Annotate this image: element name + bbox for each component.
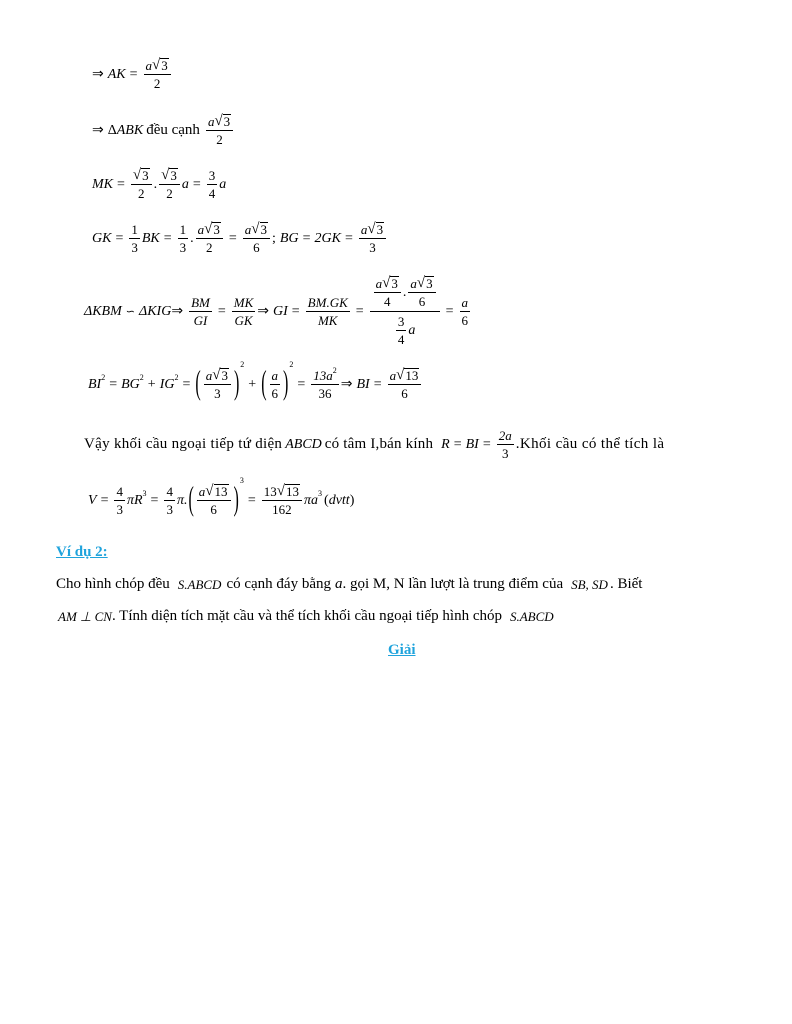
fraction-a-root13-over-6: a √ 13 6 [388,368,422,401]
fraction-a-root13-over-6: a √ 13 6 [197,484,231,517]
example-heading: Ví dụ 2: [56,544,108,560]
frac-a: a [410,276,417,291]
frac-a: a [145,58,153,73]
var-a: a [408,322,416,338]
exponent: 2 [101,373,106,382]
fraction-a-root3-over-6: a √ 3 6 [243,222,270,255]
implies-symbol: ⇒ [171,304,184,319]
fraction-bm-over-gi [189,295,212,328]
equation-mk: MK = √ 3 2 . √ 3 2 a = $\frac{3}{4}$ a [92,167,227,201]
var-bg: BG [279,230,299,246]
frac-den: 6 [418,294,426,309]
text-deu-canh: đều cạnh [146,122,200,138]
pi-a: πa [304,492,319,508]
frac-num: 3 [208,168,216,183]
root-value: 3 [161,58,168,73]
frac-den: GI [193,313,208,328]
fraction-a-over-6 [460,295,471,328]
root-value: 13 [286,484,299,499]
equation-gk: GK = $\frac{1}{3}$ BK = $\frac{1}{3}$ . a √ 3 2 = a √ 3 6 ; BG = 2GK = a √ 3 3 [92,222,388,255]
exponent: 2 [240,360,245,369]
equation-ak [92,58,173,91]
fraction-a-root3-over-2: a √ 3 2 [196,222,223,255]
frac-num: 1 [131,222,138,237]
fraction-13a2-over-36 [311,368,339,401]
fraction-2a-over-3 [497,428,514,461]
problem-text: . Tính diện tích mặt cầu và thể tích khối cầu ngoại tiếp hình chóp [111,608,502,624]
frac-den: 3 [166,502,173,517]
root-value: 3 [170,168,177,183]
var-bi: BI [356,376,370,392]
problem-line-1 [56,576,642,593]
conclusion-text: Vậy khối cầu ngoại tiếp tứ diện [84,436,283,452]
fraction-mk-over-gk [232,295,256,328]
frac-num: 3 [397,314,405,329]
var-ak: AK [107,66,126,82]
complex-fraction [370,276,440,347]
fraction-a-root3-over-2: a √ 3 2 [206,114,233,147]
fraction-1-over-3 [129,222,140,255]
frac-den: 3 [179,240,187,255]
fraction-4-over-3 [114,484,125,517]
exponent: 3 [142,489,147,498]
frac-den: GK [234,313,253,328]
frac-den: 6 [253,240,260,255]
exponent: 2 [289,360,294,369]
frac-a: a [375,276,383,291]
frac-num: 13a [313,368,333,383]
var-bi: BI [465,436,479,452]
frac-a: a [207,114,215,129]
var-mk: MK [92,176,113,192]
fraction-a-root3-over-3: a √ 3 3 [359,222,386,255]
frac-den: 162 [272,502,292,517]
implies-symbol: ⇒ [92,67,104,82]
frac-den: 6 [210,502,217,517]
var-bi: BI [88,376,102,392]
frac-num: a [271,368,279,383]
root-value: 3 [142,168,149,183]
frac-num: MK [233,295,254,310]
exponent: 3 [239,476,244,485]
pi-dot: π. [176,492,188,508]
fraction-root3-over-2: √ 3 2 [159,168,180,201]
frac-den: 2 [138,186,145,201]
root-value: 3 [260,222,268,237]
frac-den: 4 [208,186,216,201]
frac-num: 4 [166,484,173,499]
var-a: a [219,176,227,192]
frac-den: 3 [214,386,221,401]
fraction-1-over-3 [178,222,189,255]
dot: . [402,284,407,300]
frac-den: 2 [166,186,173,201]
implies-symbol: ⇒ [340,377,353,392]
problem-line-2 [58,608,554,625]
fraction-a-root3-over-3: a √ 3 3 [204,368,231,401]
equation-bi: BI 2 = BG 2 + IG 2 = ( a √ 3 3 ) 2 + ( $\frac{a}{6}$ ) 2 = 13a 2 36 ⇒ BI = a √ 13 6 [88,368,423,401]
frac-a: a [244,222,252,237]
frac-num: 2a [498,428,512,443]
exponent: 2 [139,373,144,382]
triangle-kbm: ΔKBM [84,303,122,319]
exponent: 2 [174,373,179,382]
fraction-3-over-4 [207,168,218,201]
fraction-a-over-6 [270,368,281,401]
frac-a: a [205,368,213,383]
frac-den: 3 [116,502,123,517]
exponent: 3 [318,489,323,498]
plus-sign: + [248,376,257,392]
frac-den: 3 [131,240,138,255]
frac-a: a [198,484,206,499]
frac-den: 6 [461,313,469,328]
segments-sb-sd: SB, SD [571,576,608,592]
triangle-symbol: Δ [107,122,117,138]
frac-den: 2 [206,240,213,255]
problem-text: Cho hình chóp đều [56,576,170,592]
solution-heading: Giải [388,642,416,658]
fraction-13root13-over-162: 13 √ 13 162 [262,484,302,517]
frac-num: BM [191,295,210,310]
var-a: a [335,576,343,592]
fraction-root3-over-2: √ 3 2 [131,168,152,201]
root-value: 3 [223,114,231,129]
var-r: R [441,436,450,452]
problem-text: có cạnh đáy bằng [226,576,331,592]
frac-den: 6 [271,386,279,401]
frac-den: 6 [401,386,408,401]
var-bg: BG [121,376,140,392]
pi-r: πR [126,492,143,508]
root-value: 3 [221,368,228,383]
equals-sign: = [129,66,138,82]
root-value: 13 [405,368,419,383]
frac-a: a [197,222,205,237]
var-v: V [88,492,97,508]
var-2gk: 2GK [314,230,341,246]
equation-abk [92,114,235,147]
perpendicular-condition: AM ⊥ CN [58,608,112,624]
exponent: 2 [332,366,337,375]
root-value: 13 [214,484,228,499]
fraction-bmgk-over-mk [306,295,350,328]
var-ig: IG [159,376,175,392]
fraction-3-over-4 [396,314,407,347]
similar-symbol: ∽ [125,306,135,318]
conclusion-text: có tâm I,bán kính [324,436,434,452]
frac-den: 3 [502,446,509,461]
frac-den: 4 [397,332,405,347]
root-value: 3 [426,276,433,291]
problem-text: . Biết [609,576,643,592]
equation-volume: V = $\frac{4}{3}$ πR 3 = $\frac{4}{3}$ π. ( a √ 13 6 ) 3 = 13 √ 13 162 πa 3 ( dvtt ) [88,476,355,518]
frac-num: 4 [116,484,123,499]
pyramid-name: S.ABCD [177,576,222,592]
dot: . [153,176,158,192]
var-a: a [181,176,189,192]
problem-text: . gọi M, N lần lượt là trung điểm của [342,576,564,592]
pyramid-name: S.ABCD [509,608,554,624]
frac-den: 3 [369,240,376,255]
unit-dvtt: dvtt [328,492,350,508]
fraction-a-root3-over-6: a √ 3 6 [408,276,435,309]
tetrahedron-name: ABCD [285,436,322,452]
frac-num: a [461,295,469,310]
triangle-name: ABK [116,122,144,138]
root-value: 3 [213,222,220,237]
var-gk: GK [92,230,112,246]
frac-coef: 13 [263,484,277,499]
frac-den: 2 [153,76,161,91]
var-gi: GI [272,303,288,319]
fraction-a-root3-over-4: a √ 3 4 [374,276,401,309]
frac-num: 1 [179,222,187,237]
fraction-a-root3-over-2: a √ 3 2 [144,58,171,91]
implies-symbol: ⇒ [257,304,269,319]
frac-den: 36 [318,386,332,401]
implies-symbol: ⇒ [92,123,104,138]
semicolon: ; [272,230,276,246]
var-bk: BK [141,230,160,246]
root-value: 3 [391,276,398,291]
conclusion-text: .Khối cầu có thể tích là [515,436,665,452]
root-value: 3 [376,222,384,237]
conclusion-sentence: Vậy khối cầu ngoại tiếp tứ diện ABCD có tâm I,bán kính R = BI = $\frac{2a}{3}$ .Khối cầu có thể tích là [84,428,665,461]
triangle-kig: ΔKIG [139,303,172,319]
frac-num: BM.GK [307,295,348,310]
fraction-4-over-3 [164,484,175,517]
frac-den: 2 [216,132,223,147]
frac-den: 4 [384,294,391,309]
frac-a: a [360,222,368,237]
frac-den: MK [317,313,338,328]
equation-similar-triangles: ΔKBM ∽ ΔKIG ⇒ $\frac{BM}{GI}$ = $\frac{MK}{GK}$ ⇒ GI = $\frac{BM.GK}{MK}$ = a √ 3 4 . a √ 3 6 $\frac{3}{4}$ a = $\frac{a}{6}$ [84,275,469,347]
frac-a: a [389,368,397,383]
